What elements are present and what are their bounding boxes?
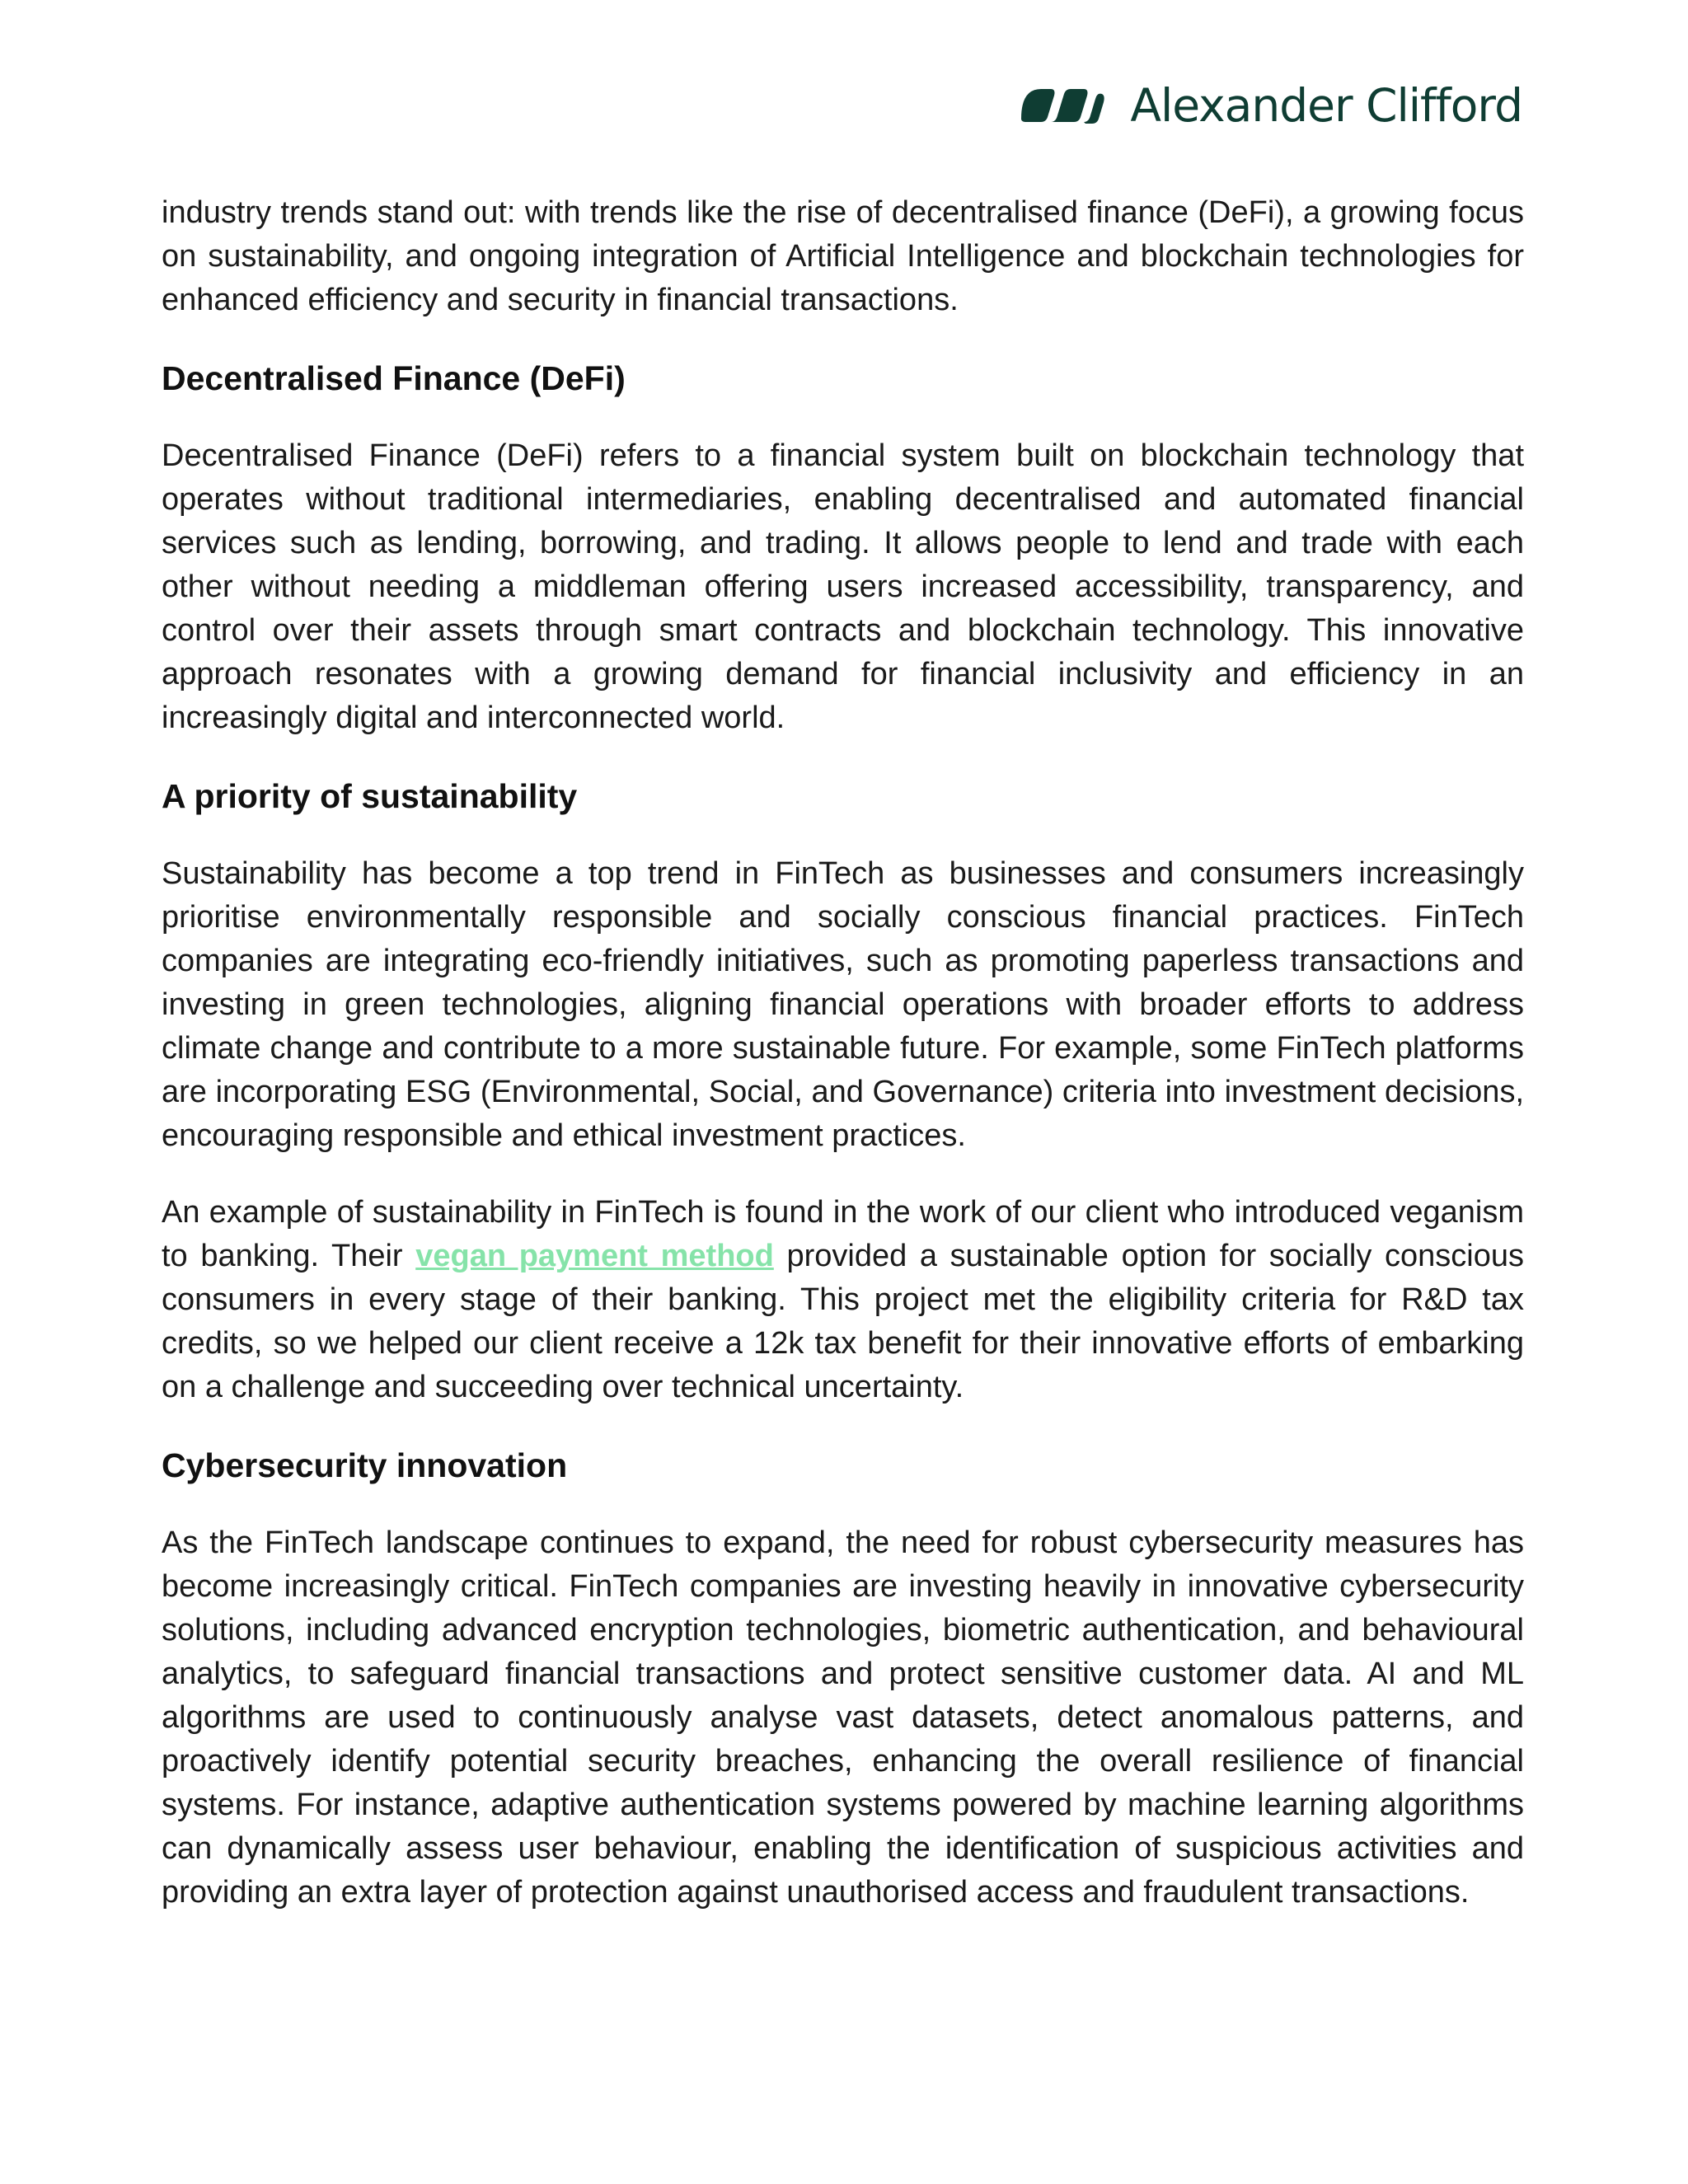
intro-paragraph: industry trends stand out: with trends like the rise of decentralised finance (DeFi), a growing focus on sustainability, and ongoing integration of Artificial Intelligence and blockchain technologies for enhanced efficiency and security in financial transactions. xyxy=(162,195,1524,317)
example-text-after-link: provided a sustainable option for socially conscious consumers in every stage of their banking. This project met the eligibility criteria for R&D tax credits, so we helped our client receive a 12k tax benefit for their innovative efforts of embarking on a challenge and succeeding over technical uncertainty. xyxy=(162,1239,1524,1404)
defi-paragraph: Decentralised Finance (DeFi) refers to a financial system built on blockchain technology that operates without traditional intermediaries, enabling decentralised and automated financial services such as lending, borrowing, and trading. It allows people to lend and trade with each other without needing a middleman offering users increased accessibility, transparency, and control over their assets through smart contracts and blockchain technology. This innovative approach resonates with a growing demand for financial inclusivity and efficiency in an increasingly digital and interconnected world. xyxy=(162,438,1524,735)
sustainability-paragraph: Sustainability has become a top trend in FinTech as businesses and consumers increasingly prioritise environmentally responsible and socially conscious financial practices. FinTech companies are integrating eco-friendly initiatives, such as promoting paperless transactions and investing in green technologies, aligning financial operations with broader efforts to address climate change and contribute to a more sustainable future. For example, some FinTech platforms are incorporating ESG (Environmental, Social, and Governance) criteria into investment decisions, encouraging responsible and ethical investment practices. xyxy=(162,856,1524,1153)
example-paragraph xyxy=(162,1191,1524,1409)
example-text-before-link: An example of sustainability in FinTech is found in the work of our client who introduced veganism to banking. Their xyxy=(162,1195,1524,1273)
cybersecurity-paragraph: As the FinTech landscape continues to expand, the need for robust cybersecurity measures has become increasingly critical. FinTech companies are investing heavily in innovative cybersecurity solutions, including advanced encryption technologies, biometric authentication, and behavioural analytics, to safeguard financial transactions and protect sensitive customer data. AI and ML algorithms are used to continuously analyse vast datasets, detect anomalous patterns, and proactively identify potential security breaches, enhancing the overall resilience of financial systems. For instance, adaptive authentication systems powered by machine learning algorithms can dynamically assess user behaviour, enabling the identification of suspicious activities and providing an extra layer of protection against unauthorised access and fraudulent transactions. xyxy=(162,1526,1524,1910)
defi-heading: Decentralised Finance (DeFi) xyxy=(162,359,626,397)
article-body xyxy=(162,191,1524,1915)
brand-header xyxy=(1018,79,1522,132)
brand-name: Alexander Clifford xyxy=(1130,79,1522,132)
vegan-payment-method-link[interactable]: vegan payment method xyxy=(415,1239,774,1273)
brand-logo-icon xyxy=(1018,81,1107,130)
cybersecurity-heading: Cybersecurity innovation xyxy=(162,1446,568,1484)
sustainability-heading: A priority of sustainability xyxy=(162,777,578,815)
